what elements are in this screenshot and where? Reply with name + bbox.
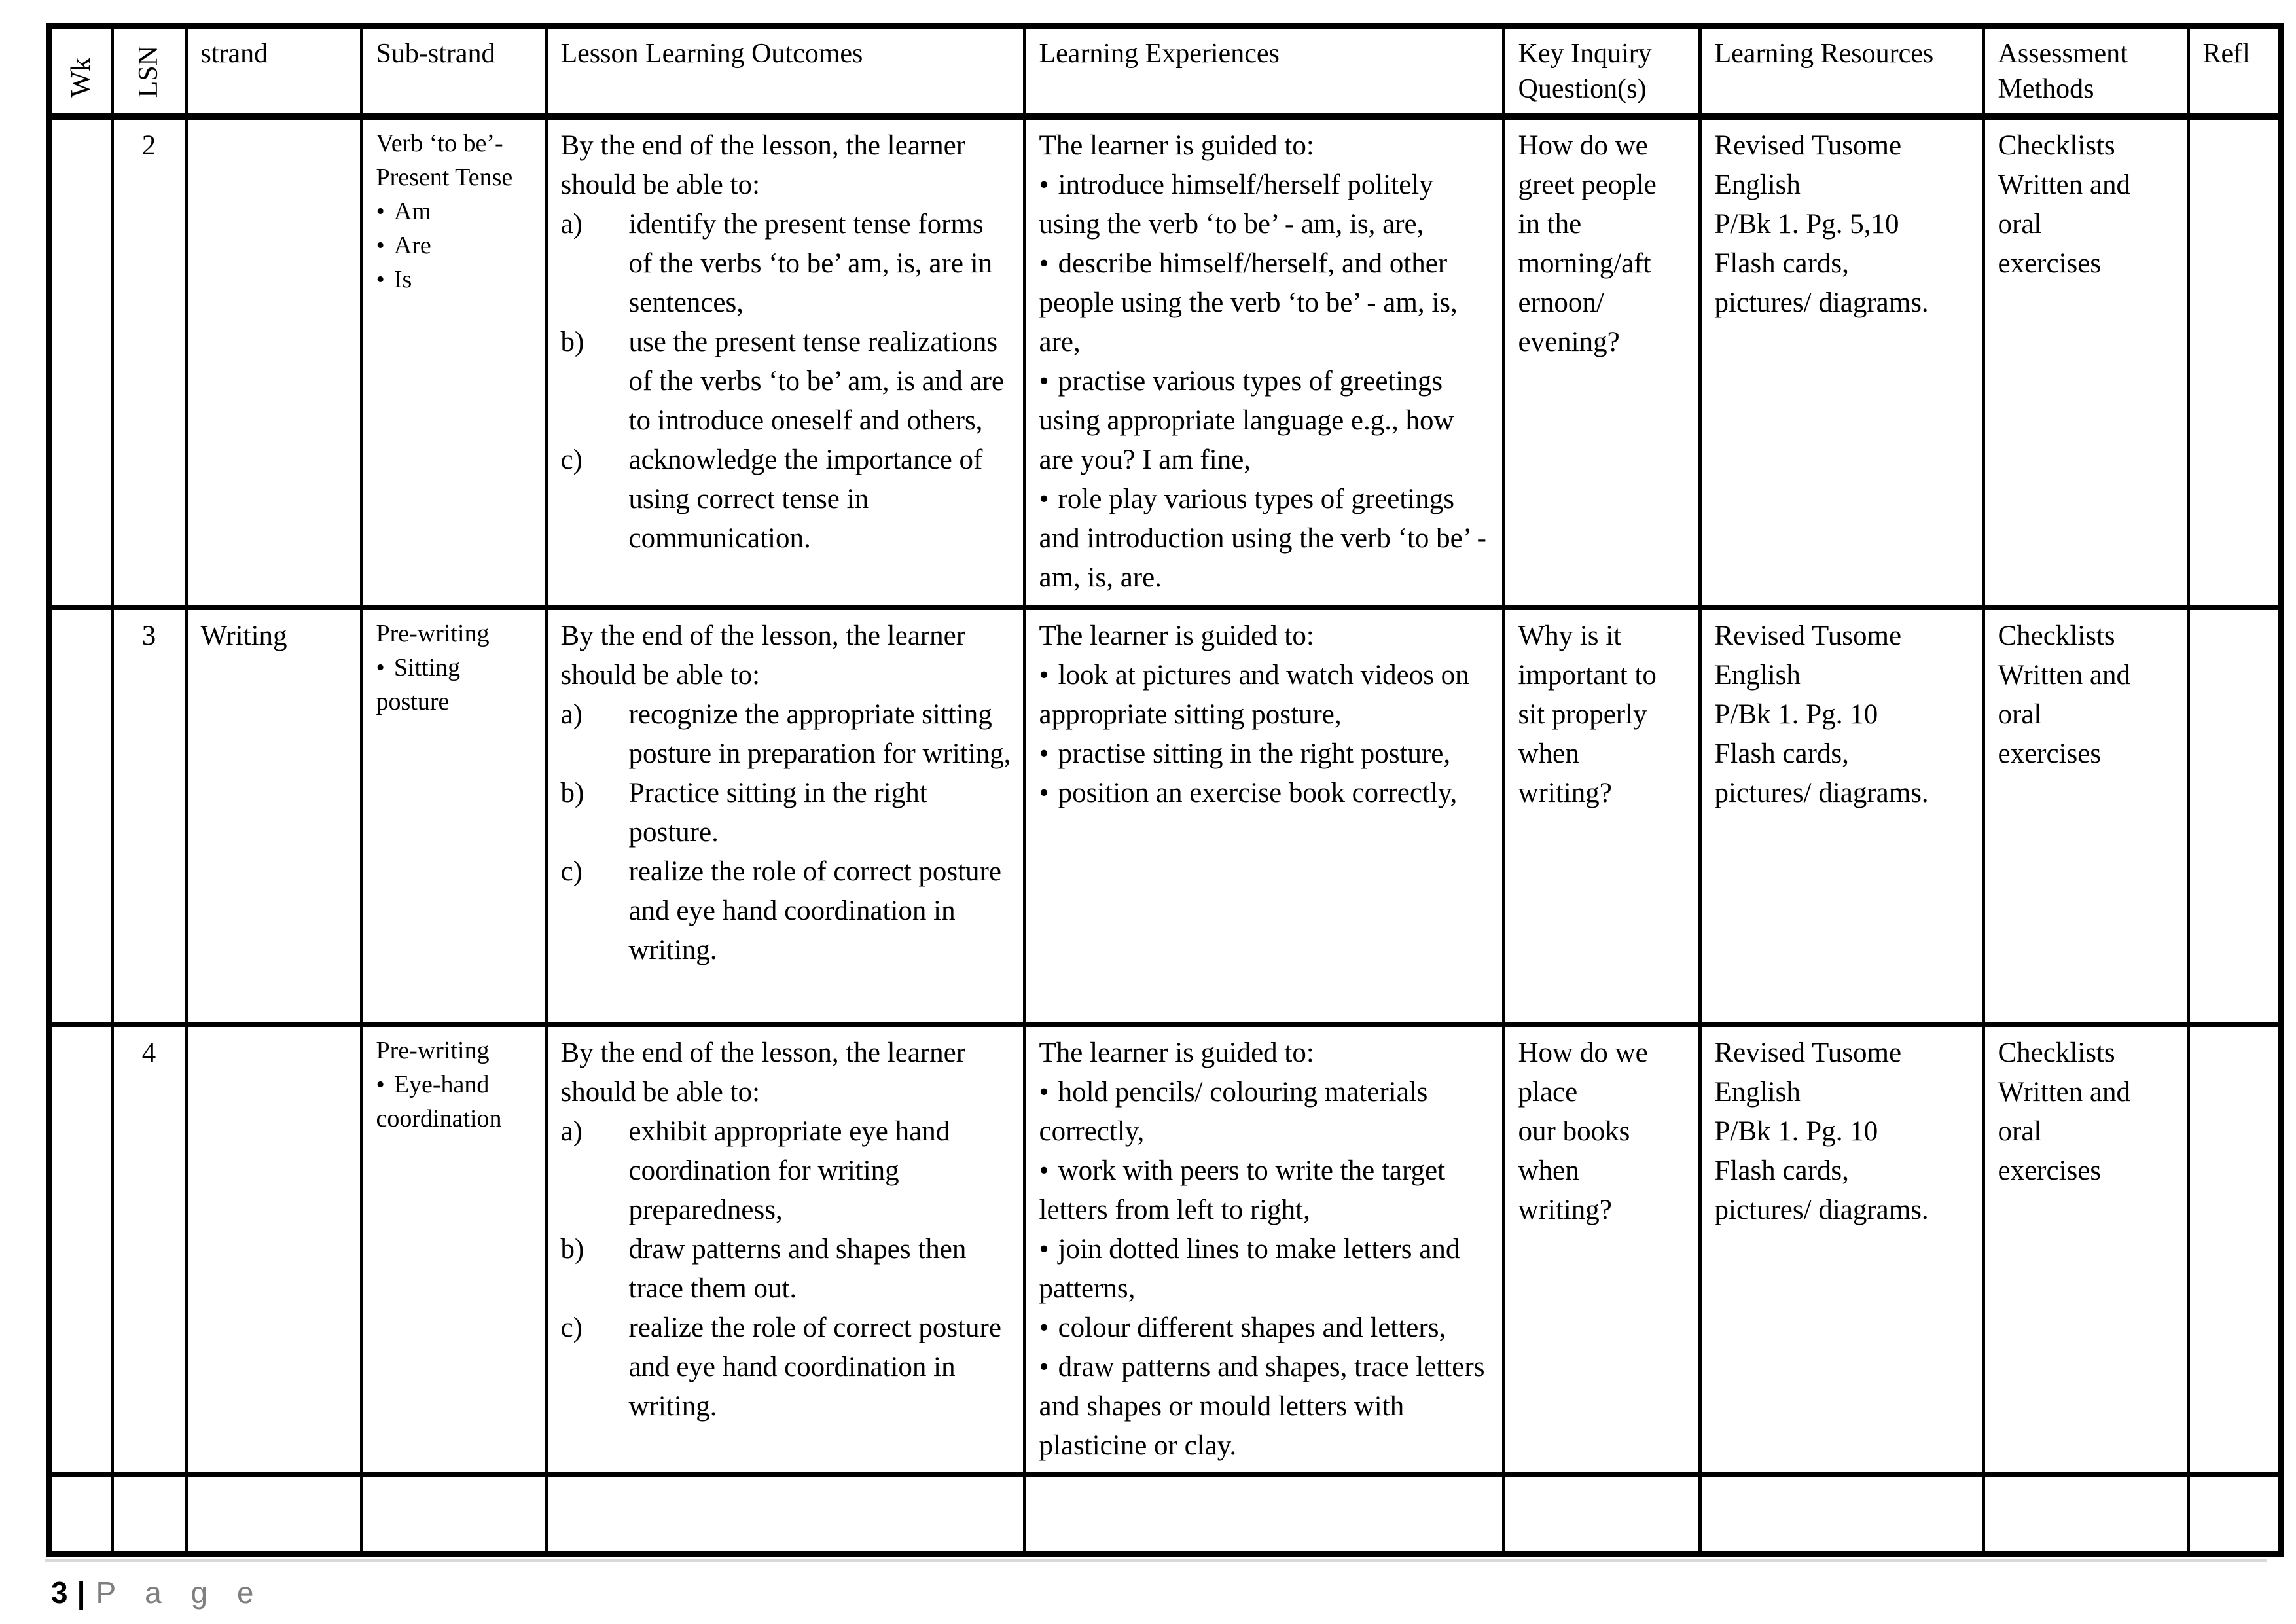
bullet-text: practise various types of greetings using appropriate language e.g., how are you? I am fine, — [1039, 366, 1454, 475]
cell-sub-strand — [361, 117, 546, 607]
text-line: greet people — [1518, 170, 1657, 200]
bullet-text: describe himself/herself, and other people using the verb ‘to be’ - am, is, are, — [1039, 248, 1458, 357]
experiences-intro: The learner is guided to: — [1039, 130, 1314, 161]
bullet-icon: • — [1039, 248, 1049, 279]
outcome-text: acknowledge the importance of using correct tense in communication. — [628, 444, 983, 554]
table-row — [49, 607, 2281, 1024]
text-line: oral — [1998, 1116, 2042, 1147]
footer-page-label: P a g e — [96, 1576, 264, 1610]
outcome-marker: c) — [560, 1312, 583, 1343]
resources-text — [1715, 617, 1973, 813]
list-item — [1039, 1151, 1493, 1230]
bullet-icon: • — [1039, 1234, 1049, 1265]
outcome-marker: a) — [560, 1116, 583, 1147]
key-inquiry-text — [1518, 1034, 1689, 1230]
bullet-text: Sitting posture — [376, 654, 461, 715]
cell-key-inquiry — [1503, 607, 1700, 1024]
text-line: important to — [1518, 660, 1657, 691]
list-item — [1039, 362, 1493, 480]
bullet-icon: • — [1039, 778, 1049, 808]
page-number: 3 — [51, 1576, 68, 1610]
text-line: exercises — [1998, 738, 2102, 769]
bullet-icon: • — [1039, 484, 1049, 514]
cell-strand — [186, 1024, 361, 1475]
text-line: Written and — [1998, 1077, 2130, 1108]
cell-lsn — [112, 607, 186, 1024]
lsn-value: 3 — [141, 621, 156, 651]
cell-wk — [49, 1024, 112, 1475]
bullet-icon: • — [1039, 1155, 1049, 1186]
bullet-icon: • — [1039, 660, 1049, 691]
sub-strand-bullet-list — [376, 651, 533, 719]
text-line: Why is it — [1518, 621, 1622, 651]
sub-strand-bullet-list — [376, 194, 533, 297]
empty-cell — [186, 1475, 361, 1554]
bullet-text: join dotted lines to make letters and patterns, — [1039, 1234, 1460, 1304]
outcome-item — [561, 205, 1014, 323]
text-line: Checklists — [1998, 130, 2115, 161]
sub-strand-title: Verb ‘to be’- Present Tense — [376, 130, 513, 191]
empty-cell — [361, 1475, 546, 1554]
bullet-text: look at pictures and watch videos on appropriate sitting posture, — [1039, 660, 1469, 730]
list-item — [1039, 480, 1493, 598]
list-item — [1039, 774, 1493, 813]
text-line: writing? — [1518, 1195, 1612, 1225]
experiences-bullet-list — [1039, 1073, 1493, 1466]
outcome-item — [561, 1308, 1014, 1426]
assessment-text — [1998, 1034, 2178, 1191]
bullet-icon: • — [376, 266, 385, 293]
cell-key-inquiry — [1503, 1024, 1700, 1475]
outcome-text: realize the role of correct posture and eye hand coordination in writing. — [628, 1312, 1001, 1422]
sub-strand-bullet-list — [376, 1068, 533, 1136]
text-line: pictures/ diagrams. — [1714, 287, 1929, 318]
outcome-text: identify the present tense forms of the verbs ‘to be’ am, is, are in sentences, — [628, 209, 993, 318]
header-cell-refl: Refl — [2188, 26, 2281, 117]
cell-lsn — [112, 117, 186, 607]
table-row — [49, 1024, 2281, 1475]
text-line: Written and — [1998, 660, 2130, 691]
outcome-item — [561, 441, 1014, 558]
header-cell-experiences: Learning Experiences — [1024, 26, 1503, 117]
outcome-marker: a) — [560, 209, 583, 240]
list-item — [1039, 1348, 1493, 1466]
list-item — [1039, 1230, 1493, 1308]
text-line: in the — [1518, 209, 1582, 240]
cell-experiences — [1024, 1024, 1503, 1475]
lsn-value: 2 — [141, 130, 156, 161]
header-label-wk: Wk — [66, 58, 97, 98]
key-inquiry-text — [1518, 126, 1689, 362]
outcome-marker: b) — [560, 778, 584, 808]
outcome-item — [561, 774, 1014, 852]
bullet-icon: • — [376, 232, 385, 259]
text-line: when — [1518, 738, 1579, 769]
empty-cell — [112, 1475, 186, 1554]
text-line: pictures/ diagrams. — [1714, 778, 1929, 808]
bullet-icon: • — [1039, 170, 1049, 200]
outcomes-list — [561, 1112, 1014, 1426]
text-line: ernoon/ — [1518, 287, 1604, 318]
cell-resources — [1700, 1024, 1983, 1475]
outcome-text: exhibit appropriate eye hand coordination for writing preparedness, — [628, 1116, 950, 1225]
text-line: English — [1714, 170, 1801, 200]
cell-assessment — [1983, 607, 2188, 1024]
header-cell-assessment: Assessment Methods — [1983, 26, 2188, 117]
strand-value: Writing — [200, 621, 287, 651]
text-line: writing? — [1518, 778, 1612, 808]
text-line: Revised Tusome — [1714, 1038, 1902, 1068]
text-line: place — [1518, 1077, 1578, 1108]
empty-cell — [1024, 1475, 1503, 1554]
header-row — [49, 26, 2281, 117]
text-line: P/Bk 1. Pg. 5,10 — [1714, 209, 1899, 240]
list-item — [1039, 1073, 1493, 1151]
bullet-text: Am — [393, 198, 431, 225]
empty-cell — [2188, 1475, 2281, 1554]
text-line: exercises — [1998, 248, 2102, 279]
cell-lsn — [112, 1024, 186, 1475]
outcomes-list — [561, 205, 1014, 558]
experiences-intro: The learner is guided to: — [1039, 621, 1314, 651]
cell-sub-strand — [361, 1024, 546, 1475]
sub-strand-title: Pre-writing — [376, 1037, 490, 1064]
text-line: English — [1714, 660, 1801, 691]
text-line: morning/aft — [1518, 248, 1651, 279]
outcome-text: Practice sitting in the right posture. — [628, 778, 927, 848]
bullet-icon: • — [1039, 1077, 1049, 1108]
list-item — [1039, 1308, 1493, 1348]
outcome-item — [561, 1112, 1014, 1230]
empty-cell — [49, 1475, 112, 1554]
bullet-text: Is — [393, 266, 412, 293]
list-item — [1039, 656, 1493, 734]
bullet-icon: • — [376, 654, 385, 681]
experiences-intro: The learner is guided to: — [1039, 1038, 1314, 1068]
outcome-text: recognize the appropriate sitting posture in preparation for writing, — [628, 699, 1011, 769]
bullet-text: Eye-hand coordination — [376, 1071, 502, 1132]
outcomes-list — [561, 695, 1014, 970]
outcome-text: draw patterns and shapes then trace them out. — [628, 1234, 967, 1304]
bullet-text: Are — [393, 232, 431, 259]
bullet-icon: • — [376, 1071, 385, 1098]
text-line: How do we — [1518, 130, 1648, 161]
outcome-marker: b) — [560, 1234, 584, 1265]
list-item — [376, 651, 533, 719]
text-line: Written and — [1998, 170, 2130, 200]
cell-refl — [2188, 117, 2281, 607]
outcomes-intro: By the end of the lesson, the learner should be able to: — [560, 130, 966, 200]
scheme-of-work-table — [46, 23, 2284, 1557]
outcome-item — [561, 695, 1014, 774]
page-footer — [51, 1574, 264, 1611]
cell-assessment — [1983, 1024, 2188, 1475]
cell-experiences — [1024, 607, 1503, 1024]
resources-text — [1715, 1034, 1973, 1230]
bullet-icon: • — [1039, 738, 1049, 769]
cell-resources — [1700, 607, 1983, 1024]
bullet-icon: • — [1039, 1352, 1049, 1382]
text-line: when — [1518, 1155, 1579, 1186]
empty-cell — [1503, 1475, 1700, 1554]
cell-sub-strand — [361, 607, 546, 1024]
outcome-item — [561, 323, 1014, 441]
text-line: How do we — [1518, 1038, 1648, 1068]
list-item — [376, 194, 533, 228]
cell-strand — [186, 607, 361, 1024]
list-item — [1039, 244, 1493, 362]
text-line: oral — [1998, 699, 2042, 730]
text-line: P/Bk 1. Pg. 10 — [1714, 699, 1878, 730]
cell-assessment — [1983, 117, 2188, 607]
bullet-text: role play various types of greetings and introduction using the verb ‘to be’ - am, is, are. — [1039, 484, 1486, 593]
cell-key-inquiry — [1503, 117, 1700, 607]
outcome-marker: c) — [560, 444, 583, 475]
footer-divider — [45, 1559, 2267, 1562]
table-row — [49, 117, 2281, 607]
empty-cell — [1983, 1475, 2188, 1554]
bullet-text: introduce himself/herself politely using the verb ‘to be’ - am, is, are, — [1039, 170, 1433, 240]
cell-outcomes — [546, 117, 1024, 607]
header-cell-sub-strand: Sub-strand — [361, 26, 546, 117]
list-item — [376, 262, 533, 297]
bullet-text: position an exercise book correctly, — [1058, 778, 1458, 808]
header-cell-lsn — [112, 26, 186, 117]
text-line: exercises — [1998, 1155, 2102, 1186]
cell-outcomes — [546, 1024, 1024, 1475]
text-line: sit properly — [1518, 699, 1647, 730]
cell-wk — [49, 117, 112, 607]
sub-strand-title: Pre-writing — [376, 620, 490, 647]
header-cell-outcomes: Lesson Learning Outcomes — [546, 26, 1024, 117]
text-line: Checklists — [1998, 621, 2115, 651]
text-line: English — [1714, 1077, 1801, 1108]
cell-strand — [186, 117, 361, 607]
cell-wk — [49, 607, 112, 1024]
text-line: Revised Tusome — [1714, 621, 1902, 651]
list-item — [376, 228, 533, 262]
key-inquiry-text — [1518, 617, 1689, 813]
text-line: Flash cards, — [1714, 248, 1849, 279]
header-cell-strand: strand — [186, 26, 361, 117]
cell-experiences — [1024, 117, 1503, 607]
experiences-bullet-list — [1039, 656, 1493, 813]
cell-refl — [2188, 1024, 2281, 1475]
text-line: our books — [1518, 1116, 1630, 1147]
bullet-icon: • — [1039, 1312, 1049, 1343]
lsn-value: 4 — [141, 1038, 156, 1068]
header-cell-key-inquiry: Key Inquiry Question(s) — [1503, 26, 1700, 117]
experiences-bullet-list — [1039, 166, 1493, 598]
cell-resources — [1700, 117, 1983, 607]
header-cell-wk — [49, 26, 112, 117]
assessment-text — [1998, 126, 2178, 283]
outcome-text: use the present tense realizations of the verbs ‘to be’ am, is and are to introduce oneself and others, — [628, 327, 1005, 436]
empty-cell — [546, 1475, 1024, 1554]
header-label-lsn: LSN — [134, 45, 164, 98]
bullet-text: practise sitting in the right posture, — [1058, 738, 1451, 769]
bullet-text: colour different shapes and letters, — [1058, 1312, 1446, 1343]
assessment-text — [1998, 617, 2178, 774]
resources-text — [1715, 126, 1973, 323]
outcomes-intro: By the end of the lesson, the learner should be able to: — [560, 621, 966, 691]
outcome-item — [561, 1230, 1014, 1308]
text-line: Revised Tusome — [1714, 130, 1902, 161]
bullet-icon: • — [376, 198, 385, 225]
bullet-text: hold pencils/ colouring materials correctly, — [1039, 1077, 1428, 1147]
outcome-marker: c) — [560, 856, 583, 887]
text-line: Flash cards, — [1714, 738, 1849, 769]
list-item — [376, 1068, 533, 1136]
outcome-marker: a) — [560, 699, 583, 730]
outcome-item — [561, 852, 1014, 970]
empty-row — [49, 1475, 2281, 1554]
outcome-text: realize the role of correct posture and eye hand coordination in writing. — [628, 856, 1001, 965]
outcome-marker: b) — [560, 327, 584, 357]
list-item — [1039, 166, 1493, 244]
list-item — [1039, 734, 1493, 774]
outcomes-intro: By the end of the lesson, the learner should be able to: — [560, 1038, 966, 1108]
cell-refl — [2188, 607, 2281, 1024]
text-line: Flash cards, — [1714, 1155, 1849, 1186]
text-line: Checklists — [1998, 1038, 2115, 1068]
cell-outcomes — [546, 607, 1024, 1024]
header-cell-resources: Learning Resources — [1700, 26, 1983, 117]
text-line: oral — [1998, 209, 2042, 240]
footer-separator: | — [77, 1576, 86, 1610]
empty-cell — [1700, 1475, 1983, 1554]
text-line: P/Bk 1. Pg. 10 — [1714, 1116, 1878, 1147]
text-line: pictures/ diagrams. — [1714, 1195, 1929, 1225]
text-line: evening? — [1518, 327, 1620, 357]
bullet-text: work with peers to write the target letters from left to right, — [1039, 1155, 1446, 1225]
bullet-icon: • — [1039, 366, 1049, 397]
bullet-text: draw patterns and shapes, trace letters and shapes or mould letters with plasticine or clay. — [1039, 1352, 1485, 1461]
